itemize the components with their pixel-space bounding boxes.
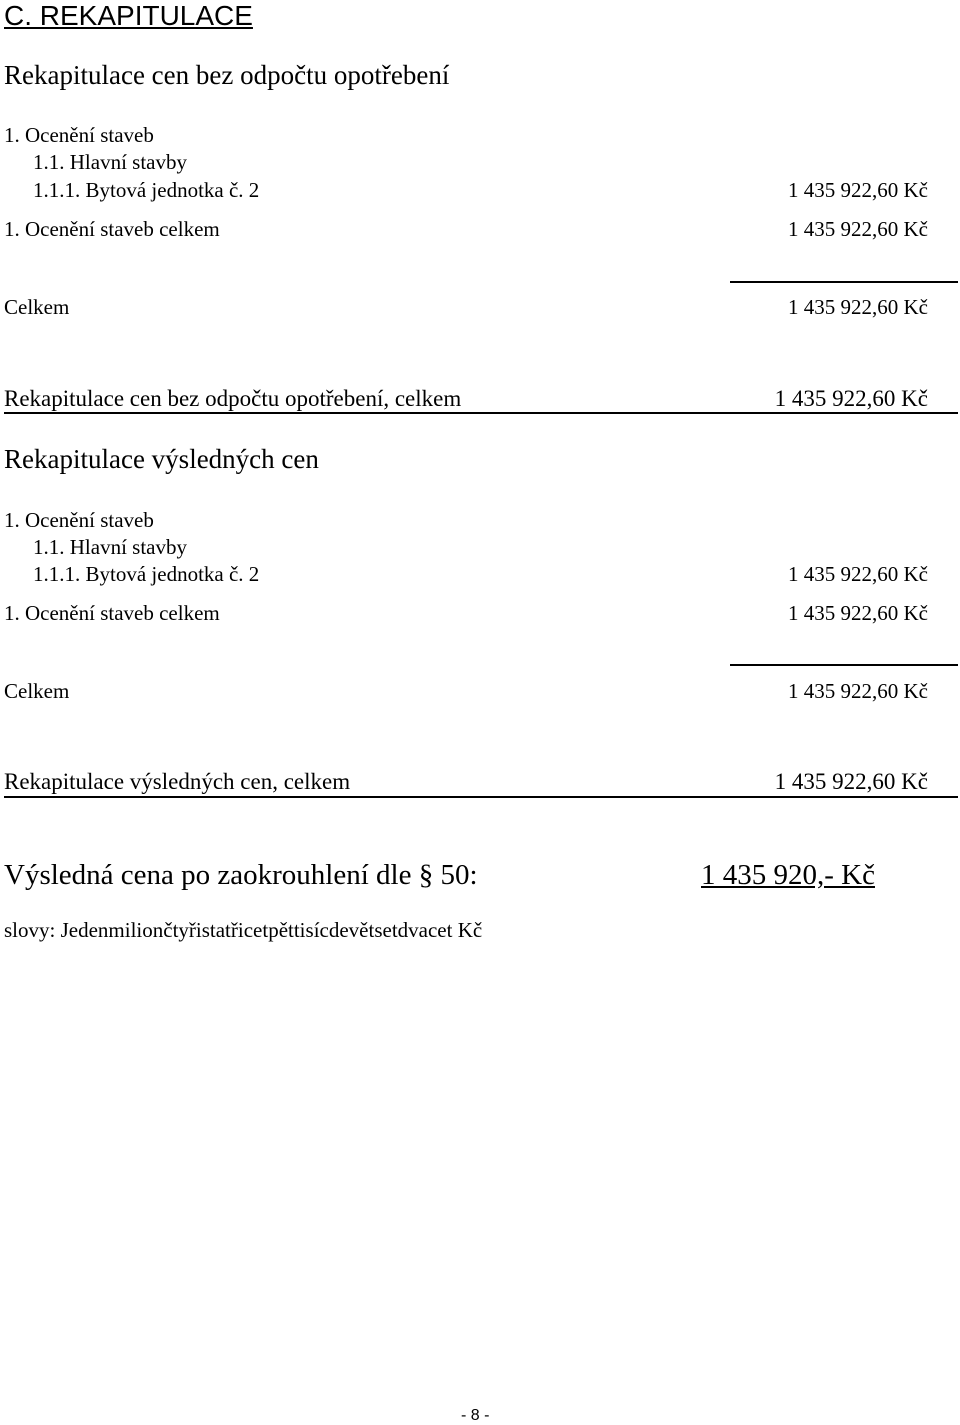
level2-label: 1.1. Hlavní stavby bbox=[33, 535, 187, 559]
total-value: 1 435 922,60 Kč bbox=[788, 295, 928, 319]
total-value: 1 435 922,60 Kč bbox=[788, 679, 928, 703]
item-value: 1 435 922,60 Kč bbox=[788, 562, 928, 586]
final-price-value: 1 435 920,- Kč bbox=[701, 859, 875, 891]
subtotal-rule bbox=[730, 664, 958, 666]
level1-label: 1. Ocenění staveb bbox=[4, 123, 154, 147]
grand-total-value: 1 435 922,60 Kč bbox=[774, 386, 928, 411]
page-number: - 8 - bbox=[461, 1407, 490, 1424]
total-label: Celkem bbox=[4, 679, 70, 703]
grand-total-label: Rekapitulace výsledných cen, celkem bbox=[4, 769, 351, 794]
item-value: 1 435 922,60 Kč bbox=[788, 178, 928, 202]
subtotal-value: 1 435 922,60 Kč bbox=[788, 217, 928, 241]
subtotal-label: 1. Ocenění staveb celkem bbox=[4, 217, 220, 241]
total-label: Celkem bbox=[4, 295, 70, 319]
level2-label: 1.1. Hlavní stavby bbox=[33, 150, 187, 174]
subtotal-value: 1 435 922,60 Kč bbox=[788, 601, 928, 625]
grand-total-rule bbox=[4, 796, 958, 798]
final-price-label: Výsledná cena po zaokrouhlení dle § 50: bbox=[4, 859, 478, 891]
item-label: 1.1.1. Bytová jednotka č. 2 bbox=[33, 178, 260, 202]
price-in-words: slovy: Jedenmiliončtyřistatřicetpěttisícdevětsetdvacet Kč bbox=[4, 918, 483, 942]
subtotal-label: 1. Ocenění staveb celkem bbox=[4, 601, 220, 625]
page-heading: C. REKAPITULACE bbox=[4, 0, 253, 31]
subtotal-rule bbox=[730, 281, 958, 283]
level1-label: 1. Ocenění staveb bbox=[4, 508, 154, 532]
item-label: 1.1.1. Bytová jednotka č. 2 bbox=[33, 562, 260, 586]
grand-total-label: Rekapitulace cen bez odpočtu opotřebení, celkem bbox=[4, 386, 462, 411]
section-title: Rekapitulace cen bez odpočtu opotřebení bbox=[4, 60, 450, 90]
grand-total-value: 1 435 922,60 Kč bbox=[774, 769, 928, 794]
grand-total-rule bbox=[4, 412, 958, 414]
section-title: Rekapitulace výsledných cen bbox=[4, 444, 319, 474]
